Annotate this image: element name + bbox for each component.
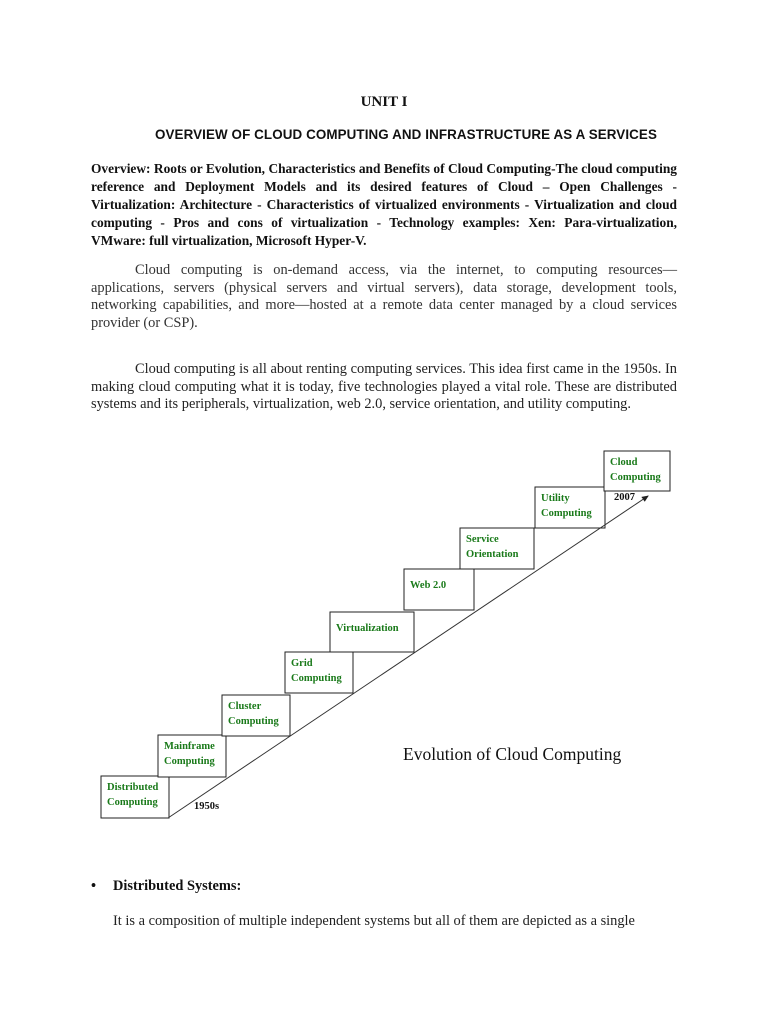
history-paragraph: Cloud computing is all about renting computing services. This idea first came in the 1950s. In making cloud computing what it is today, five technologies played a vital role. These are distributed systems and its peripherals, virtualization, web 2.0, service orientation, and utility computing.	[91, 361, 677, 413]
step-label-line-2: Computing	[164, 755, 215, 767]
start-year-label: 1950s	[194, 801, 220, 812]
step-label-line-1: Cluster	[228, 701, 262, 712]
end-year-label: 2007	[614, 492, 635, 503]
step-label-line-1: Service	[466, 534, 499, 545]
step-label-line-1: Mainframe	[164, 741, 215, 752]
step-label-line-1: Utility	[541, 493, 570, 504]
step-label-line-2: Orientation	[466, 548, 519, 560]
step-label-line-1: Cloud	[610, 457, 638, 468]
intro-paragraph: Cloud computing is on-demand access, via the internet, to computing resources—applications, servers (physical servers and virtual servers), data storage, development tools, networking capabilities, and more—hosted at a remote data center managed by a cloud services provider (or CSP).	[91, 262, 677, 331]
step-label-9	[610, 456, 661, 485]
step-label-1	[107, 781, 158, 810]
step-label-line-2: Computing	[228, 715, 279, 727]
step-label-line-1: Virtualization	[336, 623, 399, 634]
bullet-icon: •	[91, 878, 97, 894]
step-label-3	[228, 700, 279, 729]
step-label-2	[164, 740, 215, 769]
step-label-line-2: Computing	[610, 471, 661, 483]
distributed-systems-paragraph: It is a composition of multiple independent systems but all of them are depicted as a single	[113, 913, 635, 929]
overview-paragraph: Overview: Roots or Evolution, Characteristics and Benefits of Cloud Computing-The cloud computing reference and Deployment Models and its desired features of Cloud – Open Challenges - Virtualization: Architecture - Characteristics of virtualized environments - Virtualization and cloud computing - Pros and cons of virtualization - Technology examples: Xen: Para-virtualization, VMware: full virtualization, Microsoft Hyper-V.	[91, 161, 677, 248]
step-label-line-1: Web 2.0	[410, 580, 447, 591]
timeline-arrow	[168, 496, 648, 818]
step-label-4	[291, 657, 342, 686]
step-label-5	[336, 622, 399, 637]
step-label-7	[466, 533, 519, 562]
evolution-staircase-diagram	[96, 446, 676, 826]
step-label-8	[541, 492, 592, 521]
step-label-line-2: Computing	[107, 796, 158, 808]
step-label-line-1: Grid	[291, 658, 313, 669]
step-label-line-2: Computing	[291, 672, 342, 684]
step-label-line-1: Distributed	[107, 782, 159, 793]
step-label-line-2: Computing	[541, 507, 592, 519]
bullet-heading: Distributed Systems:	[113, 878, 242, 894]
page-title: OVERVIEW OF CLOUD COMPUTING AND INFRASTRUCTURE AS A SERVICES	[155, 127, 657, 142]
diagram-caption: Evolution of Cloud Computing	[403, 744, 622, 764]
unit-title: UNIT I	[360, 94, 408, 110]
step-label-6	[410, 579, 446, 594]
